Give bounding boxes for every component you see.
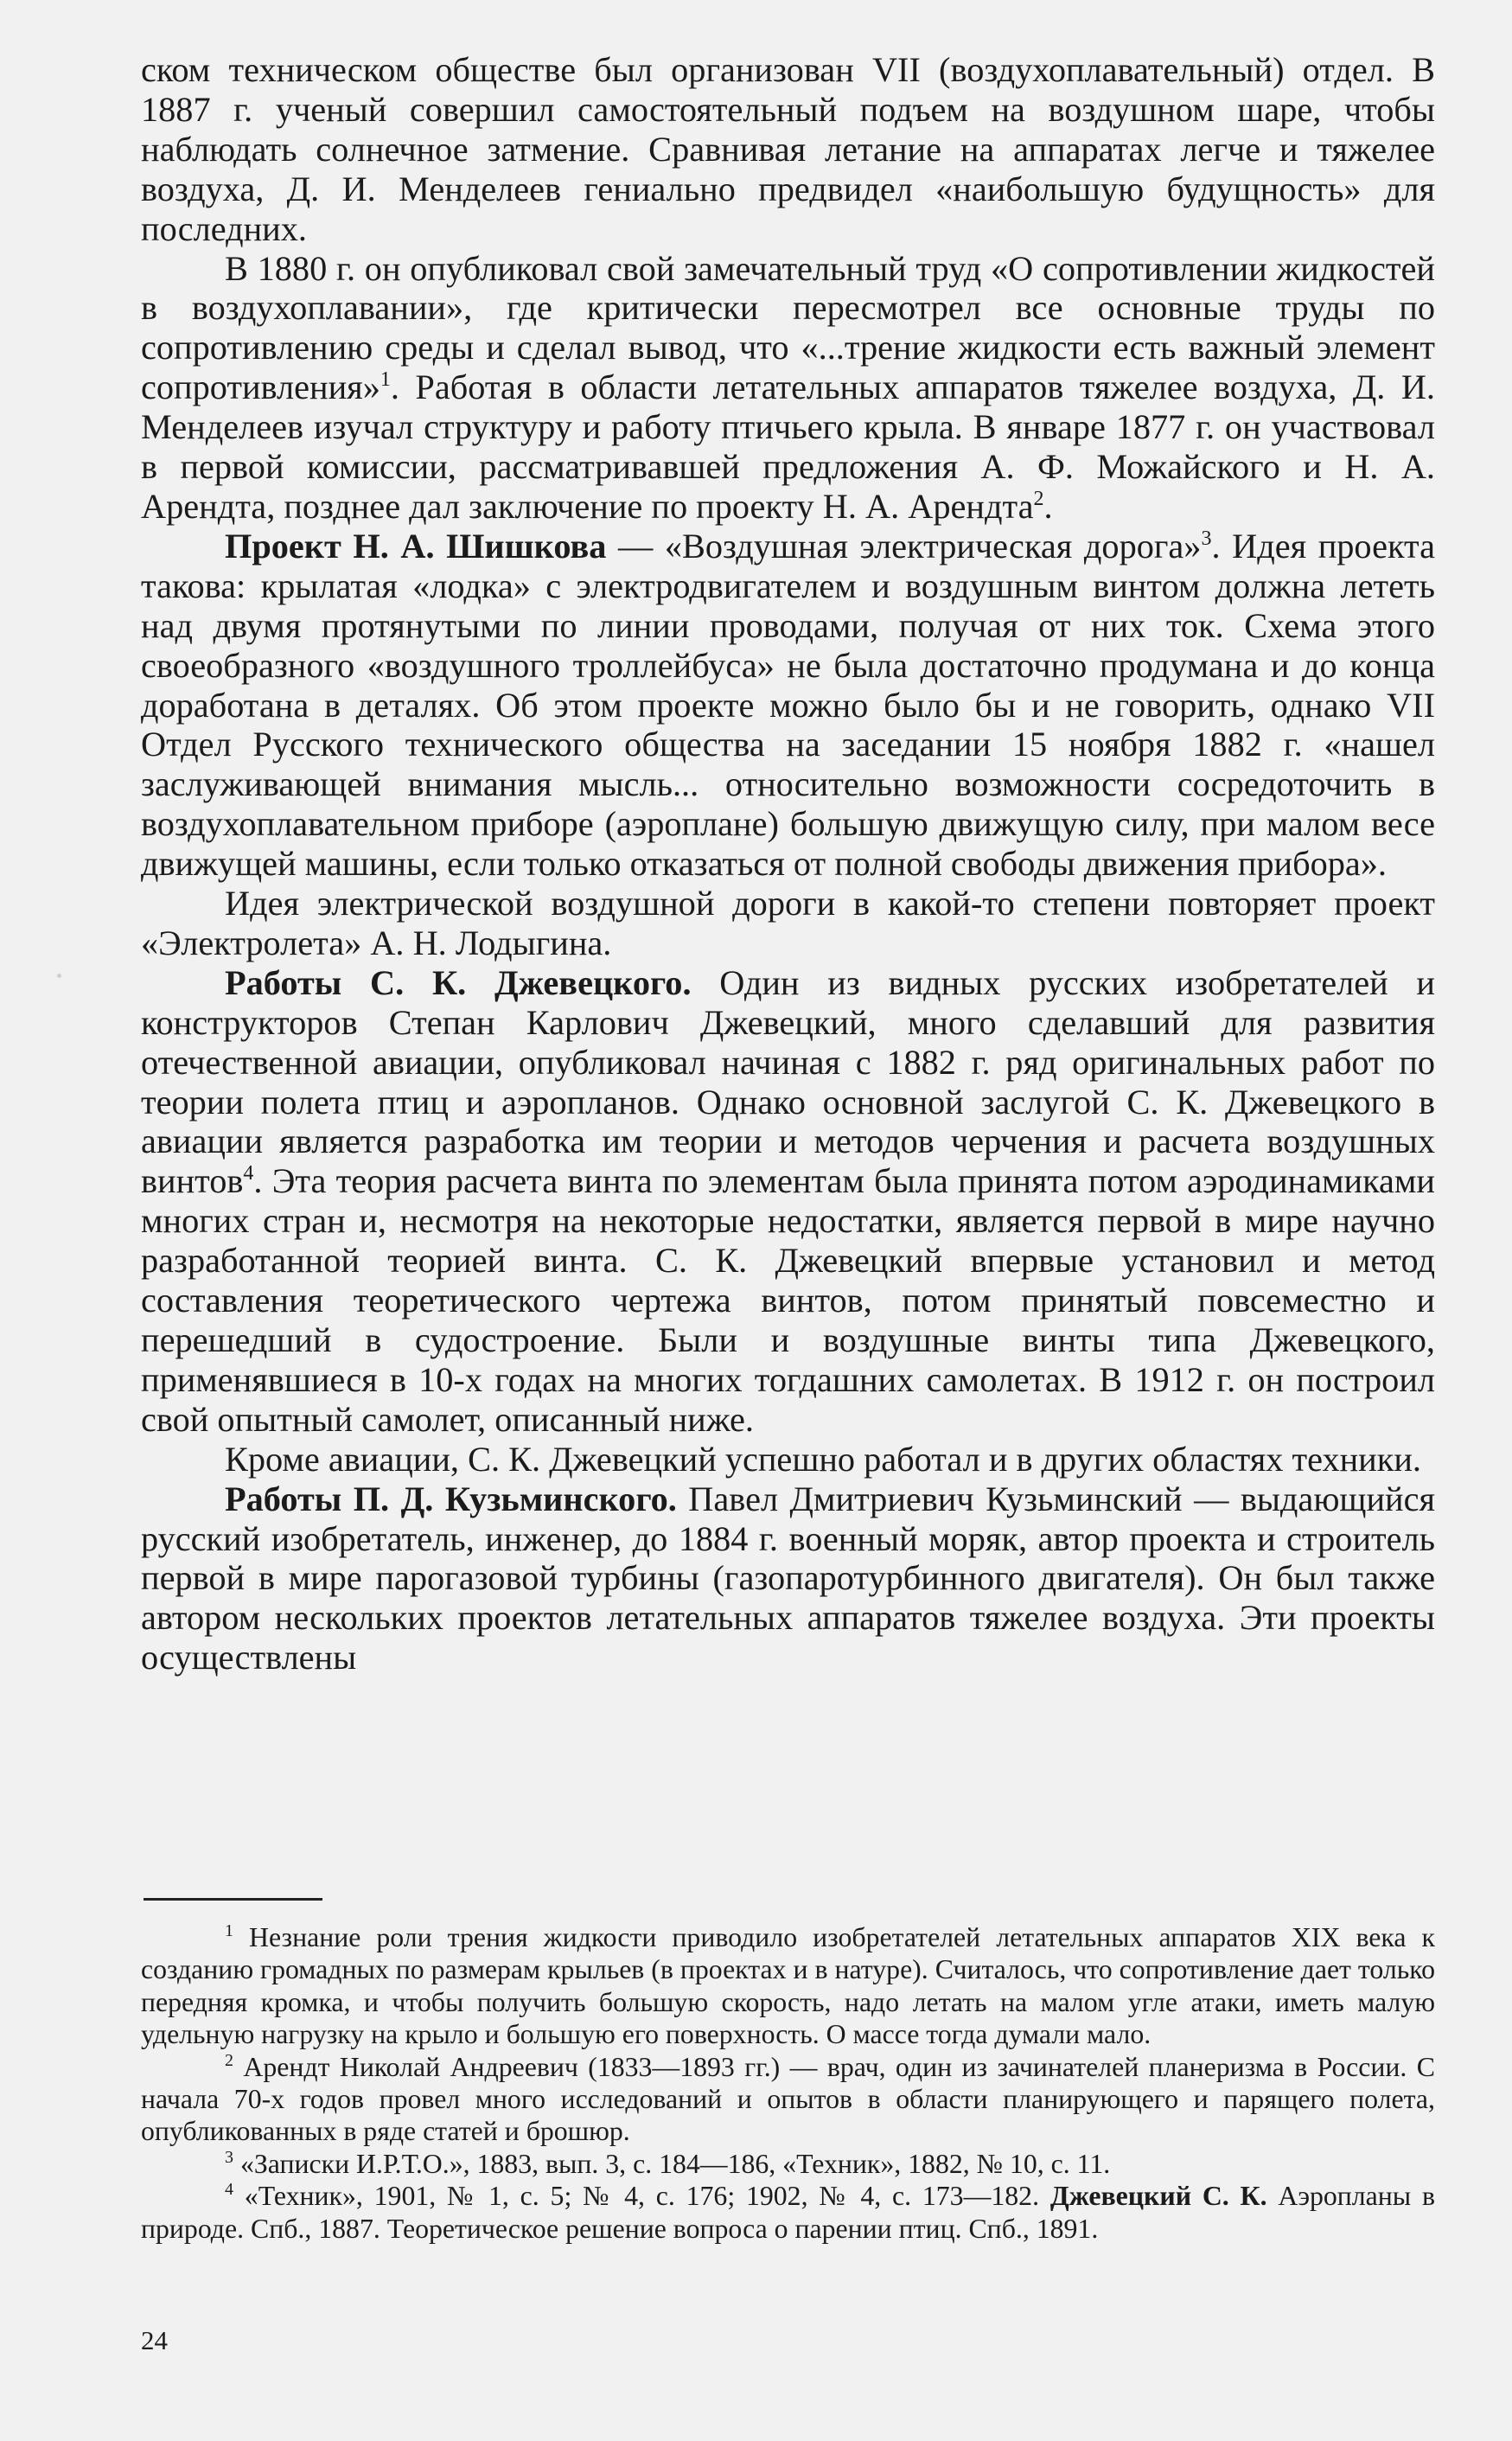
paragraph: Кроме авиации, С. К. Джевецкий успешно работал и в других областях техники. [225, 1439, 1421, 1479]
footnote: $^2$ Арендт Николай Андреевич (1833—1893 гг.) — врач, один из зачинателей планеризма в России. С начала 70-х годов провел много исследований и опытов в области планирующего и парящего полета, опубликованных в ряде статей и брошюр. [141, 2050, 1435, 2147]
footnote-ref: 1 [380, 368, 391, 392]
footnote-mark: 2 [225, 2050, 233, 2070]
page-number: 24 [141, 2325, 168, 2355]
paragraph: Идея электрической воздушной дороги в какой-то степени повторяет проект «Электролета» А. Н. Лодыгина. [141, 884, 1435, 962]
footnote: $^1$ Незнание роли трения жидкости приводило изобретателей летательных аппаратов XIX века к созданию громадных по размерам крыльев (в проектах и в натуре). Считалось, что сопротивление дает только передняя кромка, и чтобы получить большую скорость, надо летать на малом угле атаки, иметь малую удельную нагрузку на крыло и большую его поверхность. О массе тогда думали мало. [141, 1921, 1435, 2050]
footnotes [141, 1921, 1435, 2245]
paragraph: ском техническом обществе был организован VII (воздухоплавательный) отдел. В 1887 г. ученый совершил самостоятельный подъем на воздушном шаре, чтобы наблюдать солнечное затмение. Сравнивая летание на аппаратах легче и тяжелее воздуха, Д. И. Менделеев гениально предвидел «наибольшую будущность» для последних. [141, 50, 1435, 248]
footnote-mark: 3 [225, 2147, 233, 2167]
paper-speck [57, 974, 61, 978]
footnote: $^3$ «Записки И.Р.Т.О.», 1883, вып. 3, с. 184—186, «Техник», 1882, № 10, с. 11. [225, 2147, 1111, 2179]
footnote-ref: 3 [1201, 527, 1212, 550]
paragraph: Работы П. Д. Кузьминского. Павел Дмитриевич Кузьминский — выдающийся русский изобретатель, инженер, до 1884 г. военный моряк, автор проекта и строитель первой в мире парогазовой турбины (газопаротурбинного двигателя). Он был также автором нескольких проектов летательных аппаратов тяжелее воздуха. Эти проекты осуществлены [141, 1479, 1436, 1677]
footnote-divider [144, 1898, 322, 1901]
section-heading: Проект Н. А. Шишкова [225, 526, 607, 566]
paragraph: В 1880 г. он опубликовал свой замечательный труд «О сопротивлении жидкостей в воздухоплавании», где критически пересмотрел все основные труды по сопротивлению среды и сделал вывод, что «...трение жидкости есть важный элемент сопротивления»$^1$. Работая в области летательных аппаратов тяжелее воздуха, Д. И. Менделеев изучал структуру и работу птичьего крыла. В январе 1877 г. он участвовал в первой комиссии, рассматривавшей предложения А. Ф. Можайского и Н. А. Арендта, позднее дал заключение по проекту Н. А. Арендта$^2$. [141, 248, 1435, 526]
footnote-mark: 1 [225, 1921, 233, 1940]
section-heading: Работы С. К. Джевецкого. [225, 962, 692, 1002]
footnote-ref: 4 [243, 1162, 254, 1185]
paragraph: Работы С. К. Джевецкого. Один из видных русских изобретателей и конструкторов Степан Карлович Джевецкий, много сделавший для развития отечественной авиации, опубликовал начиная с 1882 г. ряд оригинальных работ по теории полета птиц и аэропланов. Однако основной заслугой С. К. Джевецкого в авиации является разработка им теории и методов черчения и расчета воздушных винтов$^4$. Эта теория расчета винта по элементам была принята потом аэродинамиками многих стран и, несмотря на некоторые недостатки, является первой в мире научно разработанной теорией винта. С. К. Джевецкий впервые установил и метод составления теоретического чертежа винтов, потом принятый повсеместно и перешедший в судостроение. Были и воздушные винты типа Джевецкого, применявшиеся в 10-х годах на многих тогдашних самолетах. В 1912 г. он построил свой опытный самолет, описанный ниже. [141, 962, 1435, 1439]
footnote: $^4$ «Техник», 1901, № 1, с. 5; № 4, с. 176; 1902, № 4, с. 173—182. Джевецкий С. К. Аэропланы в природе. Спб., 1887. Теоретическое решение вопроса о парении птиц. Спб., 1891. [141, 2180, 1435, 2244]
footnote-mark: 4 [225, 2180, 233, 2200]
paragraph: Проект Н. А. Шишкова — «Воздушная электрическая дорога»$^3$. Идея проекта такова: крылатая «лодка» с электродвигателем и воздушным винтом должна лететь над двумя протянутыми по линии проводами, получая от них ток. Схема этого своеобразного «воздушного троллейбуса» не была достаточно продумана и до конца доработана в деталях. Об этом проекте можно было бы и не говорить, однако VII Отдел Русского технического общества на заседании 15 ноября 1882 г. «нашел заслуживающей внимания мысль... относительно возможности сосредоточить в воздухоплавательном приборе (аэроплане) большую движущую силу, при малом весе движущей машины, если только отказаться от полной свободы движения прибора». [141, 526, 1435, 884]
main-text [141, 50, 1435, 1677]
section-heading: Работы П. Д. Кузьминского. [225, 1479, 677, 1518]
footnote-ref: 2 [1033, 487, 1044, 510]
